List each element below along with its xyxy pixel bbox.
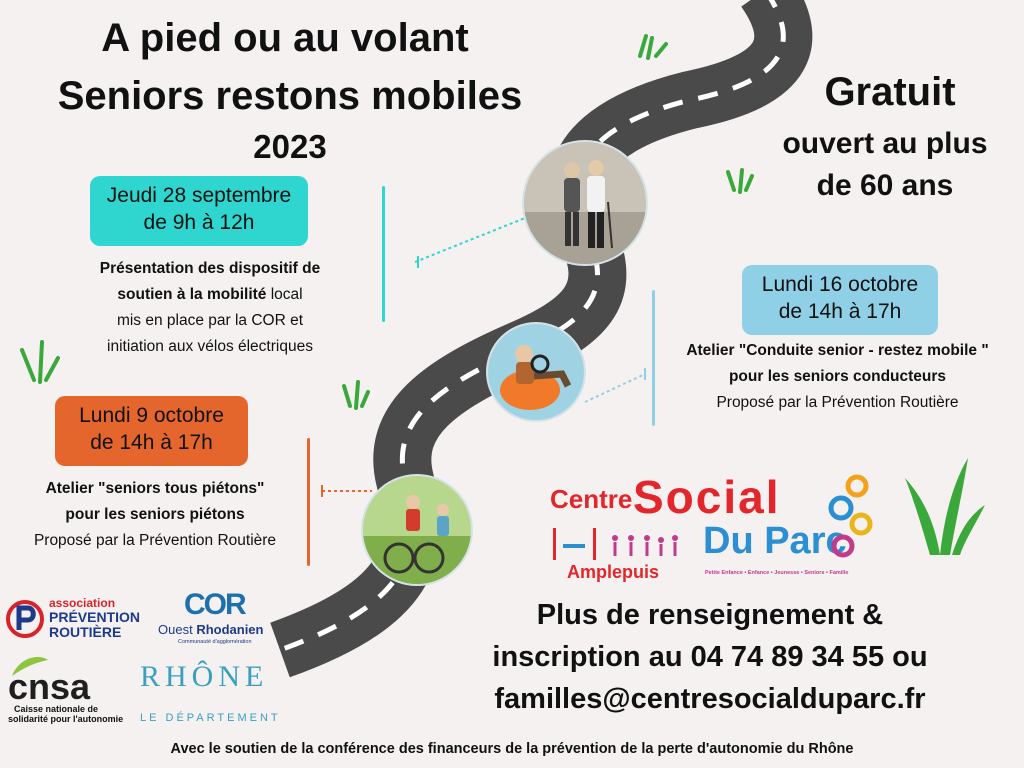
event1-description [60,256,360,360]
event2-desc-line3: Proposé par la Prévention Routière [33,532,277,549]
event3-desc-line3: Proposé par la Prévention Routière [716,394,959,411]
cor-name1: Ouest [158,622,193,637]
walking-couple-illustration [524,142,646,264]
cnsa-logo [8,654,133,726]
senior-chair-illustration [488,324,584,420]
rings-decoration-icon [827,470,887,560]
event1-desc-line3: mis en place par la COR et [116,312,304,329]
photo-seniors-cycling [361,474,473,586]
contact-phone-line: inscription au 04 74 89 34 55 ou [492,641,928,673]
cycling-illustration [363,476,471,584]
centre-social-logo [545,470,885,585]
event2-date-pill [55,396,248,466]
cor-sub: Communauté d'agglomération [178,639,252,645]
cnsa-sub2: solidarité pour l'autonomie [8,714,124,724]
year: 2023 [253,128,327,165]
event2-description [0,476,310,554]
event1-divider [382,186,385,322]
cnsa-sub1: Caisse nationale de [14,704,99,714]
town-label: Amplepuis [567,562,660,582]
event2-desc-line1: Atelier "seniors tous piétons" [45,480,265,497]
prevention-routiere-logo [5,596,155,642]
photo-senior-in-chair [486,322,586,422]
open-line1: ouvert au plus [782,127,988,160]
event1-desc-line2 [60,282,360,308]
event3-date-line2: de 14h à 17h [778,300,902,323]
free-label: Gratuit [824,70,956,114]
prevention-p-icon [5,598,45,640]
cor-logo [158,588,268,652]
event3-desc-line2: pour les seniors conducteurs [728,368,947,385]
event1-date-line2: de 9h à 12h [143,211,255,234]
contact-line1: Plus de renseignement & [536,599,884,631]
event3-date-line1: Lundi 16 octobre [761,273,919,296]
cnsa-label: cnsa [8,666,91,707]
open-line2: de 60 ans [816,169,954,202]
footer-support-text: Avec le soutien de la conférence des financeurs de la prévention de la perte d'autonomie du Rhône [170,741,854,757]
event2-desc-line2: pour les seniors piétons [65,506,245,523]
tagline-label: Petite Enfance • Enfance • Jeunesse • Seniors • Famille [705,570,849,576]
social-label: Social [633,471,781,523]
event3-description [655,338,1020,416]
rhone-label: RHÔNE [140,660,269,693]
prevention-line1: PRÉVENTION [49,609,141,625]
main-title-line2: Seniors restons mobiles [57,74,523,118]
event1-desc-bold2: soutien à la mobilité [117,286,267,303]
event3-desc-line1: Atelier "Conduite senior - restez mobile " [686,342,989,359]
cor-name2: Rhodanien [196,622,264,637]
prevention-line2: ROUTIÈRE [49,624,122,640]
people-silhouettes-icon [553,526,693,562]
prevention-assoc-label: association [49,596,116,610]
event1-desc-rest2: local [266,286,303,303]
photo-walking-couple [522,140,648,266]
main-title-line1: A pied ou au volant [101,16,469,60]
event1-desc-line4: initiation aux vélos électriques [107,338,313,355]
event1-date-pill [90,176,308,246]
event1-desc-line1: Présentation des dispositif de [99,260,321,277]
event3-date-pill [742,265,938,335]
cor-name [158,622,263,637]
event2-date-line2: de 14h à 17h [90,431,213,454]
contact-email[interactable]: familles@centresocialduparc.fr [494,683,926,715]
duparc-label: Du Parc [703,520,847,562]
centre-label: Centre [550,484,633,514]
rhone-sub: LE DÉPARTEMENT [140,712,281,724]
event2-date-line1: Lundi 9 octobre [79,404,224,427]
cor-short: COR [184,588,245,621]
event1-date-line1: Jeudi 28 septembre [106,184,292,207]
